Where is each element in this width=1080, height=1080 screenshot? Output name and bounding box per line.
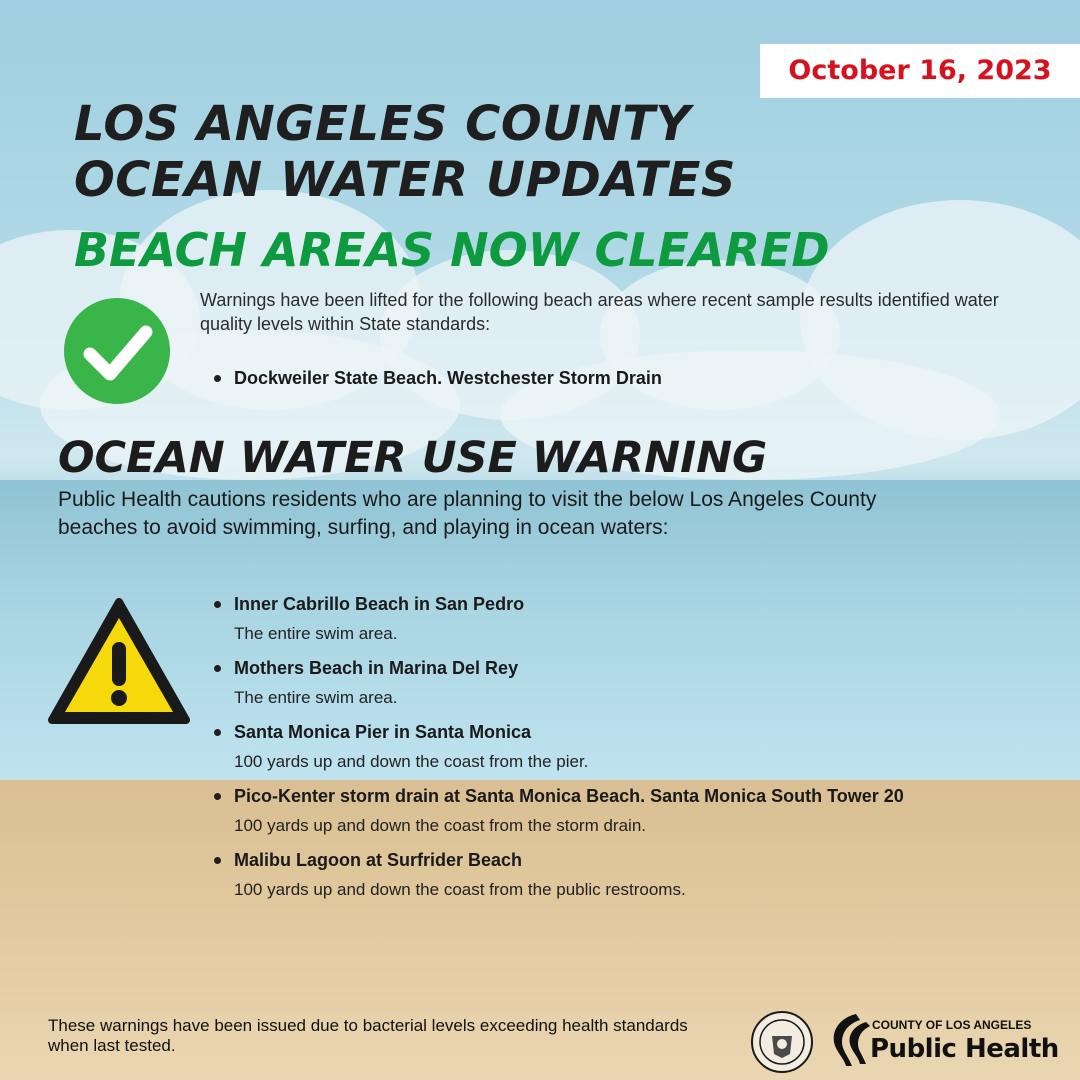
page-title [74, 96, 736, 208]
cleared-intro: Warnings have been lifted for the following beach areas where recent sample results identified water quality levels within State standards: [200, 290, 999, 334]
warning-list [214, 590, 1054, 910]
beach-detail: 100 yards up and down the coast from the storm drain. [234, 816, 647, 835]
warning-triangle-icon [46, 596, 192, 726]
footer-note: These warnings have been issued due to bacterial levels exceeding health standards when last tested. [48, 1016, 688, 1055]
logo-county-text: COUNTY OF LOS ANGELES [872, 1018, 1032, 1032]
check-circle-icon [64, 298, 170, 404]
title-line-2: OCEAN WATER UPDATES [74, 152, 736, 208]
cleared-list [214, 366, 662, 390]
title-line-1: LOS ANGELES COUNTY [74, 96, 691, 152]
logo-name-text: Public Health [870, 1034, 1059, 1064]
list-item [214, 718, 1054, 774]
beach-name: Pico-Kenter storm drain at Santa Monica Beach. Santa Monica South Tower 20 [234, 786, 904, 806]
beach-name: Santa Monica Pier in Santa Monica [234, 722, 532, 742]
public-health-logo-icon [826, 1010, 1059, 1070]
list-item [214, 846, 1054, 902]
beach-name: Mothers Beach in Marina Del Rey [234, 658, 519, 678]
warning-intro: Public Health cautions residents who are planning to visit the below Los Angeles County beaches to avoid swimming, surfing, and playing in ocean waters: [58, 488, 877, 539]
list-item [214, 782, 1054, 838]
cleared-heading: BEACH AREAS NOW CLEARED [74, 223, 830, 277]
beach-detail: The entire swim area. [234, 624, 398, 643]
beach-name: Malibu Lagoon at Surfrider Beach [234, 850, 523, 870]
beach-detail: The entire swim area. [234, 688, 398, 707]
list-item: Dockweiler State Beach. Westchester Storm Drain [214, 366, 662, 390]
date-badge [760, 44, 1080, 98]
county-seal-icon [750, 1010, 814, 1074]
date-text: October 16, 2023 [788, 55, 1052, 86]
beach-name: Inner Cabrillo Beach in San Pedro [234, 594, 525, 614]
beach-detail: 100 yards up and down the coast from the pier. [234, 752, 589, 771]
warning-heading: OCEAN WATER USE WARNING [58, 433, 768, 483]
list-item [214, 590, 1054, 646]
beach-detail: 100 yards up and down the coast from the public restrooms. [234, 880, 686, 899]
list-item [214, 654, 1054, 710]
